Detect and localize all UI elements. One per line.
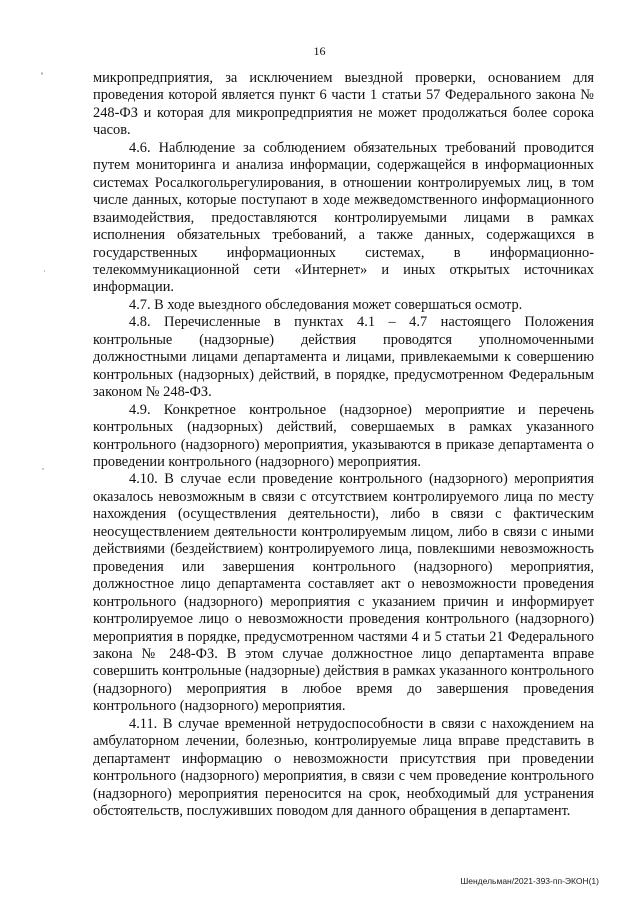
- paragraph-4-7: 4.7. В ходе выездного обследования может совершаться осмотр.: [129, 296, 523, 313]
- scan-mark: [41, 72, 43, 75]
- paragraph-4-10: 4.10. В случае если проведение контрольного (надзорного) мероприятия оказалось невозможным в связи с отсутствием контролируемого лица по месту нахождения (осуществления деятельности), либо в связи с фактическим неосуществлением деятельности контролируемым лицом, либо в связи с иными действиями (бездействием) контролируемого лица, повлекшими невозможность проведения или завершения контрольного (надзорного) мероприятия, должностное лицо департамента составляет акт о невозможности проведения контрольного (надзорного) мероприятия с указанием причин и информирует контролируемое лицо о невозможности проведения контрольного (надзорного) мероприятия в порядке, предусмотренном частями 4 и 5 статьи 21 Федерального закона № 248-ФЗ. В этом случае должностное лицо департамента вправе совершить контрольные (надзорные) действия в рамках указанного контрольного (надзорного) мероприятия в любое время до завершения проведения контрольного (надзорного) мероприятия.: [93, 471, 594, 715]
- document-body: [93, 70, 594, 820]
- paragraph-4-8: 4.8. Перечисленные в пунктах 4.1 – 4.7 настоящего Положения контрольные (надзорные) действия проводятся уполномоченными должностными лицами департамента и лицами, привлекаемыми к совершению контрольных (надзорных) действий, в порядке, предусмотренном Федеральным законом № 248-ФЗ.: [93, 314, 594, 401]
- scan-mark: [42, 468, 44, 470]
- paragraph-4-6: 4.6. Наблюдение за соблюдением обязательных требований проводится путем мониторинга и анализа информации, содержащейся в информационных системах Росалкогольрегулирования, в отношении контролируемых лиц, в том числе данных, которые поступают в ходе межведомственного информационного взаимодействия, предоставляются контролируемыми лицами в рамках исполнения обязательных требований, а также данных, содержащихся в государственных информационных системах, в информационно-телекоммуникационной сети «Интернет» и иных открытых источниках информации.: [93, 139, 594, 296]
- paragraph-continuation: микропредприятия, за исключением выездной проверки, основанием для проведения которой является пункт 6 части 1 статьи 57 Федерального закона № 248-ФЗ и которая для микропредприятия не может продолжаться более сорока часов.: [93, 70, 594, 139]
- page-number: 16: [313, 44, 326, 58]
- paragraph-4-11: 4.11. В случае временной нетрудоспособности в связи с нахождением на амбулаторном лечении, болезнью, контролируемые лица вправе представить в департамент информацию о невозможности присутствия при проведении контрольного (надзорного) мероприятия, в связи с чем проведение контрольного (надзорного) мероприятия переносится на срок, необходимый для устранения обстоятельств, послуживших поводом для данного обращения в департамент.: [93, 715, 594, 820]
- scan-mark: [44, 270, 45, 272]
- document-footer-code: Шендельман/2021-393-пп-ЭКОН(1): [460, 876, 599, 886]
- paragraph-4-9: 4.9. Конкретное контрольное (надзорное) мероприятие и перечень контрольных (надзорных) действий, совершаемых в рамках указанного контрольного (надзорного) мероприятия, указываются в приказе департамента о проведении контрольного (надзорного) мероприятия.: [93, 401, 594, 470]
